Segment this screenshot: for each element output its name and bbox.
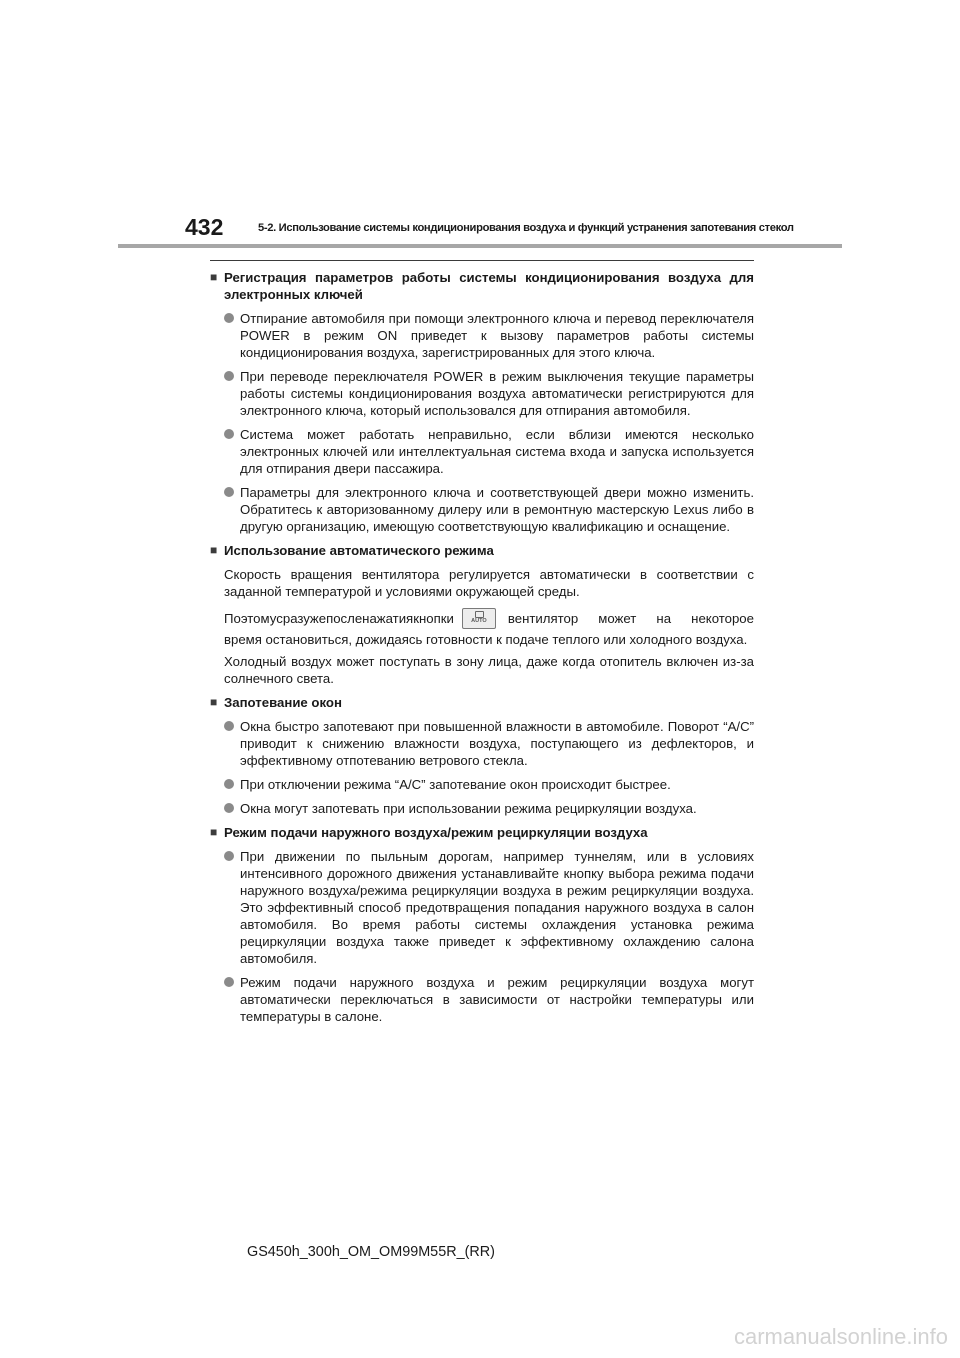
bullet-dot-icon (224, 429, 234, 439)
square-bullet-icon: ■ (210, 543, 218, 557)
list-item-text: Система может работать неправильно, если вблизи имеются несколько электронных ключей или интеллектуальная система входа и запуска используется для отпирания двери пассажира. (240, 427, 754, 476)
list-item (210, 800, 754, 817)
list-item-text: Окна могут запотевать при использовании режима рециркуляции воздуха. (240, 801, 697, 816)
paragraph: Холодный воздух может поступать в зону лица, даже когда отопитель включен из-за солнечного света. (224, 654, 754, 686)
heading-text: Регистрация параметров работы системы кондиционирования воздуха для электронных ключей (224, 270, 754, 302)
word: может (598, 610, 637, 626)
section-heading-keys (210, 269, 754, 303)
list-item (210, 368, 754, 419)
bullet-dot-icon (224, 371, 234, 381)
heading-text: Запотевание окон (224, 695, 342, 710)
header-divider (118, 244, 842, 248)
word: нажатия (362, 610, 414, 626)
list-item-text: При отключении режима “A/C” запотевание окон происходит быстрее. (240, 777, 671, 792)
list-item-text: При переводе переключателя POWER в режим выключения текущие параметры работы системы кондиционирования воздуха автоматически регистрируются для электронного ключа, который использовался для отпирания автомобиля. (240, 369, 754, 418)
list-item (210, 310, 754, 361)
word: сразу (276, 610, 310, 626)
section-title: 5-2. Использование системы кондиционирования воздуха и функций устранения запотевания стекол (258, 222, 794, 234)
list-item (210, 718, 754, 769)
list-item (210, 974, 754, 1025)
word: кнопки (413, 610, 454, 626)
sentence-continuation (508, 610, 754, 627)
bullet-dot-icon (224, 803, 234, 813)
section-heading-auto-mode (210, 542, 754, 559)
document-code: GS450h_300h_OM_OM99M55R_(RR) (247, 1244, 495, 1260)
bullet-dot-icon (224, 977, 234, 987)
list-item-text: Отпирание автомобиля при помощи электронного ключа и перевод переключателя POWER в режим ON приведет к вызову параметров работы системы кондиционирования воздуха, зарегистрированных для этого ключа. (240, 311, 754, 360)
word: же (309, 610, 327, 626)
section-heading-outside-air (210, 824, 754, 841)
watermark: carmanualsonline.info (733, 1324, 948, 1349)
square-bullet-icon: ■ (210, 825, 218, 839)
sentence-start (224, 610, 454, 627)
bullet-dot-icon (224, 721, 234, 731)
page-content (210, 269, 754, 1032)
heading-text: Режим подачи наружного воздуха/режим рециркуляции воздуха (224, 825, 648, 840)
word: на (656, 610, 672, 626)
paragraph: Скорость вращения вентилятора регулируется автоматически в соответствии с заданной температурой и условиями окружающей среды. (224, 567, 754, 599)
word: вентилятор (507, 610, 579, 626)
list-item-text: Параметры для электронного ключа и соответствующей двери можно изменить. Обратитесь к авторизованному дилеру или в ремонтную мастерскую Lexus либо в другую организацию, имеющую соответствующую квалификацию и оснащение. (240, 485, 754, 534)
content-divider (210, 260, 754, 261)
list-item-text: Окна быстро запотевают при повышенной влажности в автомобиле. Поворот “A/C” приводит к снижению влажности воздуха, поступающего из дефлекторов, и эффективному отпотеванию ветрового стекла. (240, 719, 754, 768)
list-item (210, 426, 754, 477)
auto-button-sentence (210, 607, 754, 629)
square-bullet-icon: ■ (210, 270, 218, 284)
bullet-dot-icon (224, 487, 234, 497)
list-item (210, 484, 754, 535)
page-number: 432 (185, 214, 224, 240)
bullet-dot-icon (224, 851, 234, 861)
word: некоторое (691, 610, 754, 626)
paragraph: время остановиться, дожидаясь готовности к подаче теплого или холодного воздуха. (224, 632, 748, 647)
bullet-dot-icon (224, 779, 234, 789)
heading-text: Использование автоматического режима (224, 543, 494, 558)
section-heading-fogging (210, 694, 754, 711)
square-bullet-icon: ■ (210, 695, 218, 709)
word: Поэтому (224, 610, 277, 626)
word: после (326, 610, 363, 626)
list-item (210, 848, 754, 967)
list-item (210, 776, 754, 793)
bullet-dot-icon (224, 313, 234, 323)
list-item-text: При движении по пыльным дорогам, например туннелям, или в условиях интенсивного дорожного движения устанавливайте кнопку выбора режима подачи наружного воздуха/режима рециркуляции воздуха в режим рециркуляции воздуха. Это эффективный способ предотвращения попадания наружного воздуха в салон автомобиля. Во время работы системы охлаждения установка режима рециркуляции воздуха также приведет к эффективному охлаждению салона автомобиля. (240, 849, 754, 966)
auto-button-label: AUTO (471, 617, 487, 624)
fan-icon (475, 611, 484, 618)
list-item-text: Режим подачи наружного воздуха и режим рециркуляции воздуха могут автоматически переключаться в зависимости от настройки температуры или температуры в салоне. (240, 975, 754, 1024)
auto-button-icon (462, 608, 496, 629)
